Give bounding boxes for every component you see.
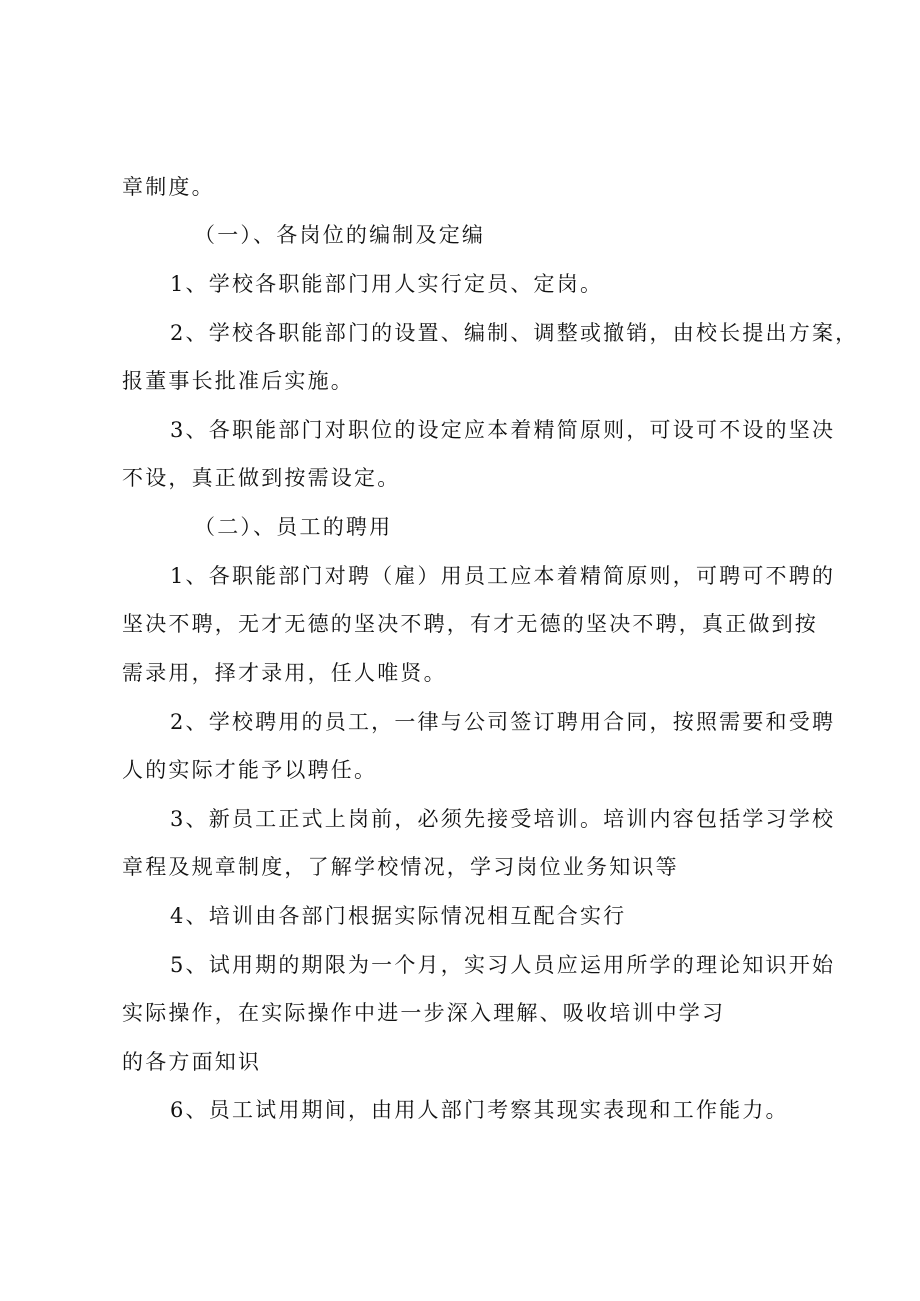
text-line: 5、试用期的期限为一个月，实习人员应运用所学的理论知识开始	[170, 953, 836, 977]
text-line: 章制度。	[122, 175, 215, 199]
text-line: 报董事长批准后实施。	[122, 369, 354, 393]
text-line: 章程及规章制度，了解学校情况，学习岗位业务知识等	[122, 855, 679, 879]
text-line: 坚决不聘，无才无德的坚决不聘，有才无德的坚决不聘，真正做到按	[122, 612, 818, 636]
text-line: 需录用，择才录用，任人唯贤。	[122, 661, 447, 685]
text-line: 人的实际才能予以聘任。	[122, 758, 378, 782]
text-line: 3、各职能部门对职位的设定应本着精简原则，可设可不设的坚决	[170, 418, 836, 442]
text-line: 不设，真正做到按需设定。	[122, 466, 401, 490]
text-line: 2、学校各职能部门的设置、编制、调整或撤销，由校长提出方案，	[170, 321, 859, 345]
text-line: 6、员工试用期间，由用人部门考察其现实表现和工作能力。	[170, 1098, 789, 1122]
text-line: 1、各职能部门对聘（雇）用员工应本着精简原则，可聘可不聘的	[170, 564, 836, 588]
section-heading: （一）、各岗位的编制及定编	[194, 223, 486, 247]
text-line: 3、新员工正式上岗前，必须先接受培训。培训内容包括学习学校	[170, 807, 836, 831]
text-line: 的各方面知识	[122, 1050, 262, 1074]
text-line: 1、学校各职能部门用人实行定员、定岗。	[170, 272, 604, 296]
text-line: 2、学校聘用的员工，一律与公司签订聘用合同，按照需要和受聘	[170, 710, 836, 734]
section-heading: （二）、员工的聘用	[194, 515, 393, 539]
text-line: 4、培训由各部门根据实际情况相互配合实行	[170, 904, 627, 928]
text-line: 实际操作，在实际操作中进一步深入理解、吸收培训中学习	[122, 1001, 726, 1025]
